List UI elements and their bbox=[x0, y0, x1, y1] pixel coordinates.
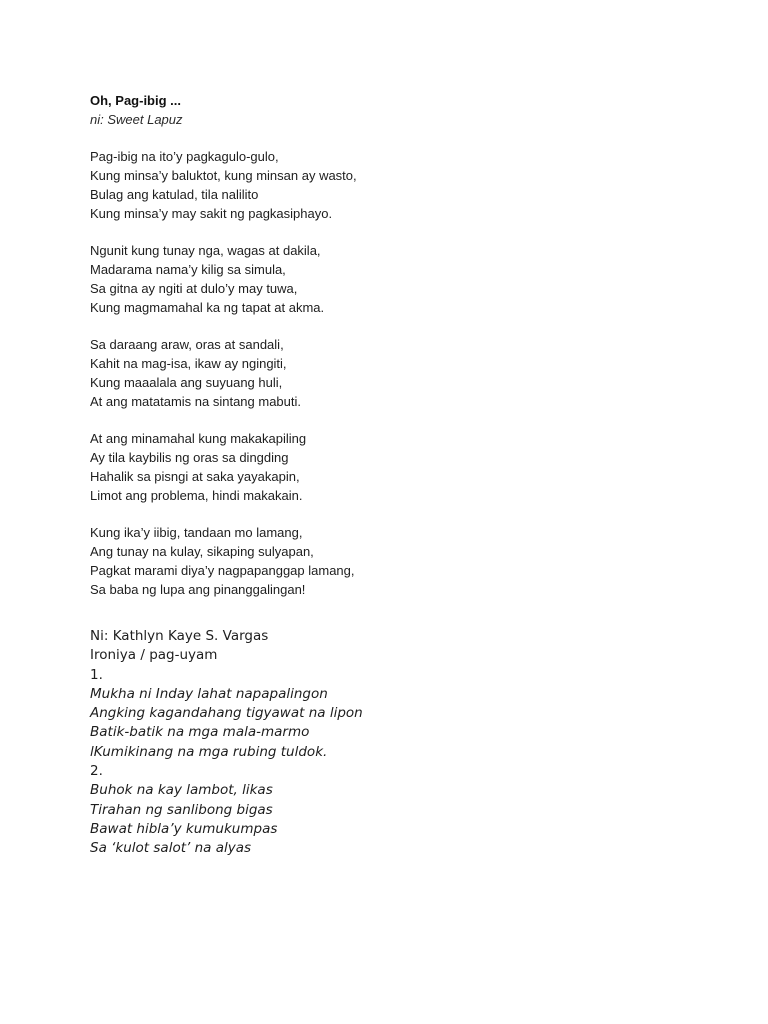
section-number: 2. bbox=[90, 763, 103, 780]
verse-line: Bulag ang katulad, tila nalilito bbox=[90, 186, 259, 202]
section-1 bbox=[90, 666, 363, 762]
poem-author: Ni: Kathlyn Kaye S. Vargas bbox=[90, 628, 269, 644]
verse-line: Pag-ibig na ito’y pagkagulo-gulo, bbox=[90, 149, 279, 165]
verse-line: Buhok na kay lambot, likas bbox=[90, 782, 273, 799]
verse-line: At ang minamahal kung makakapiling bbox=[90, 431, 307, 447]
verse-line: lKumikinang na mga rubing tuldok. bbox=[90, 743, 328, 760]
poem-oh-pag-ibig bbox=[90, 92, 357, 600]
verse-line: At ang matatamis na sintang mabuti. bbox=[90, 393, 302, 409]
poem-ironiya bbox=[90, 627, 363, 859]
verse-line: Limot ang problema, hindi makakain. bbox=[90, 487, 303, 503]
verse-line: Kung maaalala ang suyuang huli, bbox=[90, 374, 283, 390]
verse-line: Hahalik sa pisngi at saka yayakapin, bbox=[90, 468, 300, 484]
verse-line: Sa ‘kulot salot’ na alyas bbox=[90, 840, 252, 857]
verse-line: Sa baba ng lupa ang pinanggalingan! bbox=[90, 581, 306, 597]
verse-line: Ay tila kaybilis ng oras sa dingding bbox=[90, 450, 289, 466]
section-2 bbox=[90, 762, 363, 858]
verse-line: Madarama nama’y kilig sa simula, bbox=[90, 262, 286, 278]
verse-line: Kung magmamahal ka ng tapat at akma. bbox=[90, 299, 325, 315]
verse-line: Angking kagandahang tigyawat na lipon bbox=[90, 705, 363, 722]
verse-line: Tirahan ng sanlibong bigas bbox=[90, 801, 273, 818]
verse-line: Kung ika’y iibig, tandaan mo lamang, bbox=[90, 525, 303, 541]
verse-line: Ngunit kung tunay nga, wagas at dakila, bbox=[90, 243, 321, 259]
stanza-gap bbox=[90, 506, 357, 525]
poem-title: Oh, Pag-ibig ... bbox=[90, 93, 181, 108]
verse-line: Kung minsa’y may sakit ng pagkasiphayo. bbox=[90, 205, 333, 221]
verse-line: Mukha ni Inday lahat napapalingon bbox=[90, 685, 328, 702]
verse-line: Kahit na mag-isa, ikaw ay ngingiti, bbox=[90, 356, 287, 372]
stanza-4 bbox=[90, 430, 357, 505]
stanza-gap bbox=[90, 412, 357, 431]
stanza-gap bbox=[90, 318, 357, 337]
poem-subtitle: Ironiya / pag-uyam bbox=[90, 647, 218, 664]
verse-line: Pagkat marami diya’y nagpapanggap lamang, bbox=[90, 562, 355, 578]
section-number: 1. bbox=[90, 666, 103, 683]
stanza-5 bbox=[90, 524, 357, 599]
poem-author: ni: Sweet Lapuz bbox=[90, 111, 183, 127]
verse-line: Kung minsa’y baluktot, kung minsan ay wasto, bbox=[90, 168, 357, 184]
verse-line: Ang tunay na kulay, sikaping sulyapan, bbox=[90, 544, 314, 560]
stanza-2 bbox=[90, 242, 357, 317]
stanza-1 bbox=[90, 148, 357, 223]
stanza-gap bbox=[90, 130, 357, 149]
verse-line: Bawat hibla’y kumukumpas bbox=[90, 820, 278, 837]
verse-line: Sa gitna ay ngiti at dulo’y may tuwa, bbox=[90, 280, 298, 296]
verse-line: Sa daraang araw, oras at sandali, bbox=[90, 337, 284, 353]
verse-line: Batik-batik na mga mala-marmo bbox=[90, 724, 310, 741]
stanza-3 bbox=[90, 336, 357, 411]
stanza-gap bbox=[90, 224, 357, 243]
